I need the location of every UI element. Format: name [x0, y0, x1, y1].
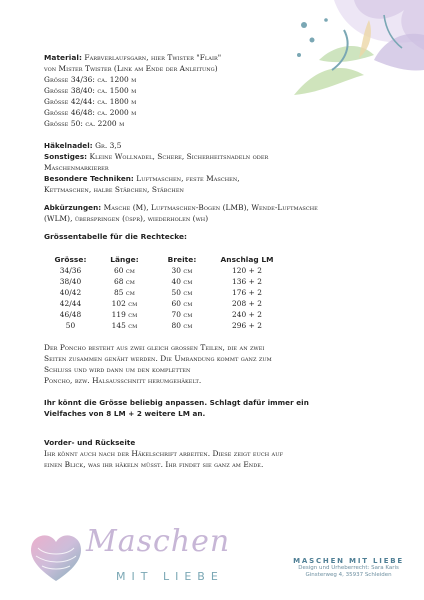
table-row — [44, 276, 282, 287]
table-row — [44, 298, 282, 309]
header-length: Länge: — [110, 254, 139, 264]
table-row — [44, 287, 282, 298]
hook-line — [44, 140, 394, 151]
cell-chain: 240 + 2 — [231, 310, 263, 319]
size-table-header — [44, 253, 282, 265]
description-line: Schluss und wird dann um den kompletten — [44, 365, 191, 374]
cell-width: 50 cm — [171, 288, 193, 297]
misc-line — [44, 151, 394, 162]
cell-length: 119 cm — [111, 310, 138, 319]
yarn-amount: Grösse 38/40: ca. 1500 m — [44, 86, 137, 95]
material-line — [44, 52, 394, 63]
yarn-amount: Grösse 42/44: ca. 1800 m — [44, 97, 137, 106]
description-line: Poncho, bzw. Halsausschnitt herumgehäkelt. — [44, 376, 202, 385]
techniques-label: Besondere Techniken: — [44, 174, 134, 183]
material-label: Material: — [44, 53, 82, 62]
techniques-text: Luftmaschen, feste Maschen, — [136, 174, 240, 183]
hook-text: Gr. 3,5 — [95, 141, 122, 150]
abbr-line-2: (WLM), überspringen (üspr), wiederholen (wh) — [44, 214, 209, 223]
table-row — [44, 309, 282, 320]
cell-chain: 296 + 2 — [231, 321, 263, 330]
cell-size: 46/48 — [59, 310, 82, 319]
cell-chain: 136 + 2 — [231, 277, 263, 286]
abbr-line — [44, 202, 394, 213]
description-line: Der Poncho besteht aus zwei gleich grossen Teilen, die an zwei — [44, 343, 265, 352]
footer-imprint — [293, 557, 404, 579]
cell-size: 42/44 — [59, 299, 82, 308]
footer-copyright: Design und Urheberrecht: Sara Karis — [298, 565, 399, 571]
cell-width: 80 cm — [171, 321, 193, 330]
cell-length: 145 cm — [111, 321, 138, 330]
cell-width: 30 cm — [171, 266, 193, 275]
adjust-note-line: Vielfaches von 8 LM + 2 weitere LM an. — [44, 409, 206, 418]
misc-line-2: Maschenmarkierer — [44, 163, 109, 172]
yarn-amount: Grösse 46/48: ca. 2000 m — [44, 108, 137, 117]
cell-chain: 176 + 2 — [231, 288, 263, 297]
misc-label: Sonstiges: — [44, 152, 88, 161]
table-row — [44, 320, 282, 331]
cell-width: 70 cm — [171, 310, 193, 319]
cell-chain: 120 + 2 — [231, 266, 263, 275]
size-table — [44, 253, 282, 331]
logo-word-mit-liebe: MIT LIEBE — [116, 570, 224, 583]
material-text: Farbverlaufsgarn, hier Twister "Flair" — [84, 53, 222, 62]
cell-size: 50 — [65, 321, 76, 330]
material-line-2: von Mister Twister (Link am Ende der Anleitung) — [44, 64, 218, 73]
header-size: Grösse: — [54, 254, 87, 264]
cell-width: 40 cm — [171, 277, 193, 286]
abbr-text: Masche (M), Luftmaschen-Bogen (LMB), Wende-Luftmasche — [103, 203, 318, 212]
yarn-amount: Grösse 50: ca. 2200 m — [44, 119, 125, 128]
cell-size: 34/36 — [59, 266, 82, 275]
techniques-line-2: Kettmaschen, halbe Stäbchen, Stäbchen — [44, 185, 184, 194]
description-line: Seiten zusammen genäht werden. Die Umrandung kommt ganz zum — [44, 354, 272, 363]
cell-chain: 208 + 2 — [231, 299, 263, 308]
header-chain: Anschlag LM — [220, 254, 274, 264]
hook-label: Häkelnadel: — [44, 141, 93, 150]
yarn-amount: Grösse 34/36: ca. 1200 m — [44, 75, 137, 84]
size-table-title: Grössentabelle für die Rechtecke: — [44, 232, 188, 241]
cell-length: 102 cm — [111, 299, 138, 308]
logo-word-maschen: Maschen — [86, 524, 231, 559]
cell-length: 60 cm — [114, 266, 135, 275]
abbr-label: Abkürzungen: — [44, 203, 102, 212]
section-title-front-back: Vorder- und Rückseite — [44, 438, 136, 447]
cell-length: 68 cm — [114, 277, 135, 286]
cell-size: 40/42 — [59, 288, 82, 297]
cell-width: 60 cm — [171, 299, 193, 308]
front-back-line: Ihr könnt auch nach der Häkelschrift arbeiten. Diese zeigt euch auf — [44, 449, 283, 458]
footer-brand: MASCHEN MIT LIEBE — [293, 557, 404, 565]
misc-text: Kleine Wollnadel, Schere, Sicherheitsnadeln oder — [89, 152, 269, 161]
footer-address: Ginsterweg 4, 35937 Schleiden — [305, 572, 392, 578]
header-width: Breite: — [167, 254, 197, 264]
table-row — [44, 265, 282, 276]
adjust-note-line: Ihr könnt die Grösse beliebig anpassen. Schlagt dafür immer ein — [44, 398, 309, 407]
techniques-line — [44, 173, 394, 184]
front-back-line: einen Blick, was ihr häkeln müsst. Ihr findet sie ganz am Ende. — [44, 460, 264, 469]
cell-size: 38/40 — [59, 277, 82, 286]
cell-length: 85 cm — [114, 288, 135, 297]
pattern-content — [44, 52, 394, 470]
